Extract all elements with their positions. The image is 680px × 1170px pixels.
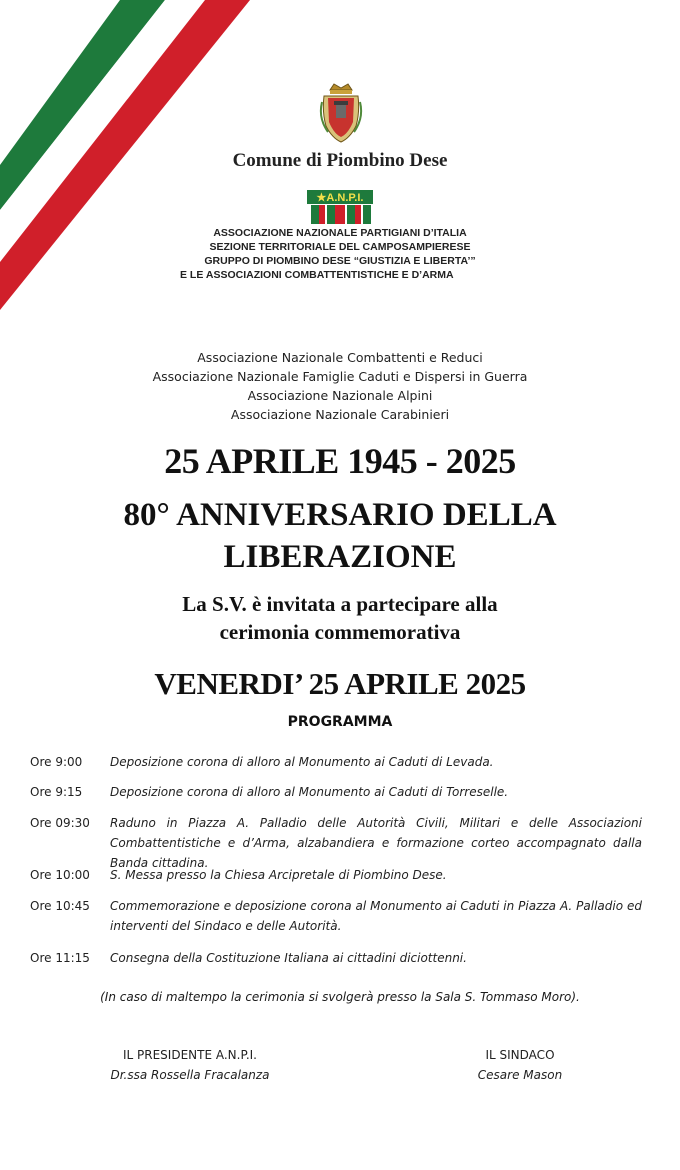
- anniversary-line-1: 80° ANNIVERSARIO DELLA: [123, 497, 557, 533]
- program-row: [30, 896, 642, 936]
- program-desc: Deposizione corona di alloro al Monumento ai Caduti di Torreselle.: [110, 785, 509, 799]
- program-desc: Raduno in Piazza A. Palladio delle Autorità Civili, Militari e delle Associazioni Combattentistiche e d’Arma, alzabandiera e formazione corteo accompagnato dalla Banda cittadina.: [110, 816, 642, 870]
- svg-text:★A.N.P.I.: ★A.N.P.I.: [316, 192, 364, 204]
- program-time: Ore 11:15: [30, 951, 90, 965]
- anpi-logo-icon: [307, 190, 373, 224]
- program-row: [30, 865, 642, 885]
- program-time: Ore 09:30: [30, 816, 90, 830]
- program-row: [30, 948, 642, 968]
- programma-heading: PROGRAMMA: [287, 714, 393, 730]
- association-item: Associazione Nazionale Combattenti e Reduci: [197, 350, 483, 365]
- signature-mayor: [420, 1045, 620, 1085]
- main-title: 25 APRILE 1945 - 2025: [164, 441, 516, 481]
- event-date: VENERDI’ 25 APRILE 2025: [154, 666, 526, 701]
- anpi-line-2: SEZIONE TERRITORIALE DEL CAMPOSAMPIERESE: [209, 241, 471, 253]
- municipal-crest-icon: [318, 82, 364, 144]
- association-item: Associazione Nazionale Carabinieri: [230, 407, 450, 422]
- anpi-line-3: GRUPPO DI PIOMBINO DESE “GIUSTIZIA E LIBERTA’”: [204, 255, 476, 267]
- program-row: [30, 782, 642, 802]
- anpi-header: [160, 226, 520, 282]
- signature-president: [80, 1045, 300, 1085]
- program-time: Ore 10:00: [30, 868, 90, 882]
- comune-name: Comune di Piombino Dese: [232, 150, 448, 171]
- anpi-line-1: ASSOCIAZIONE NAZIONALE PARTIGIANI D’ITALIA: [213, 227, 467, 239]
- association-item: Associazione Nazionale Famiglie Caduti e Dispersi in Guerra: [152, 369, 528, 384]
- program-desc: Deposizione corona di alloro al Monumento ai Caduti di Levada.: [110, 755, 494, 769]
- program-time: Ore 9:00: [30, 755, 83, 769]
- program-desc: S. Messa presso la Chiesa Arcipretale di Piombino Dese.: [110, 868, 447, 882]
- program-row: [30, 752, 642, 772]
- program-time: Ore 9:15: [30, 785, 83, 799]
- signature-name: Cesare Mason: [477, 1068, 563, 1082]
- invitation-line-2: cerimonia commemorativa: [219, 620, 461, 644]
- anniversary-line-2: LIBERAZIONE: [223, 539, 457, 575]
- invitation-text: [0, 590, 680, 646]
- signature-name: Dr.ssa Rossella Fracalanza: [110, 1068, 270, 1082]
- program-time: Ore 10:45: [30, 899, 90, 913]
- signature-title: IL PRESIDENTE A.N.P.I.: [122, 1048, 257, 1062]
- signature-title: IL SINDACO: [485, 1048, 555, 1062]
- associations-list: [0, 348, 680, 424]
- anniversary-title: [0, 494, 680, 578]
- program-desc: Consegna della Costituzione Italiana ai cittadini diciottenni.: [110, 951, 467, 965]
- anpi-line-4: E LE ASSOCIAZIONI COMBATTENTISTICHE E D’ARMA: [180, 269, 454, 281]
- invitation-line-1: La S.V. è invitata a partecipare alla: [182, 592, 498, 616]
- program-row: [30, 813, 642, 873]
- program-desc: Commemorazione e deposizione corona al Monumento ai Caduti in Piazza A. Palladio ed interventi del Sindaco e delle Autorità.: [110, 899, 642, 933]
- weather-note: (In caso di maltempo la cerimonia si svolgerà presso la Sala S. Tommaso Moro).: [100, 990, 580, 1004]
- association-item: Associazione Nazionale Alpini: [247, 388, 433, 403]
